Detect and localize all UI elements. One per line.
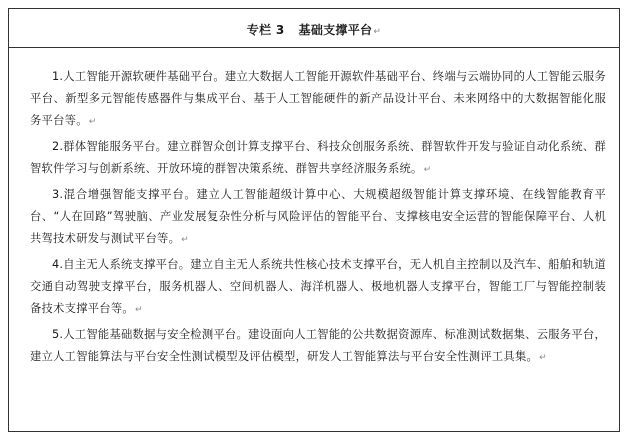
paragraph-mark-icon: ↵	[88, 117, 97, 127]
box-title	[8, 22, 620, 40]
paragraph-text: 5.人工智能基础数据与安全检测平台。建设面向人工智能的公共数据资源库、标准测试数据集、云服务平台，建立人工智能算法与平台安全性测试模型及评估模型，研发人工智能算法与平台安全性测评工具集。	[30, 328, 606, 363]
document-page	[8, 8, 620, 432]
paragraph-5	[30, 324, 606, 369]
paragraph-mark-icon: ↵	[539, 353, 547, 363]
paragraph-mark-icon: ↵	[423, 165, 432, 175]
paragraph-mark-icon: ↵	[134, 305, 143, 315]
paragraph-3	[30, 184, 606, 251]
paragraph-text: 1.人工智能开源软硬件基础平台。建立大数据人工智能开源软件基础平台、终端与云端协同的人工智能云服务平台、新型多元智能传感器件与集成平台、基于人工智能硬件的新产品设计平台、未来网络中的大数据智能化服务平台等。	[30, 70, 606, 127]
paragraph-1	[30, 66, 606, 133]
box-content	[30, 66, 606, 372]
paragraph-mark-icon: ↵	[373, 27, 382, 37]
title-divider	[8, 47, 620, 48]
paragraph-text: 4.自主无人系统支撑平台。建立自主无人系统共性核心技术支撑平台，无人机自主控制以及汽车、船舶和轨道交通自动驾驶支撑平台，服务机器人、空间机器人、海洋机器人、极地机器人支撑平台，智能工厂与智能控制装备技术支撑平台等。	[30, 258, 606, 315]
paragraph-mark-icon: ↵	[181, 235, 189, 245]
paragraph-2	[30, 136, 606, 181]
box-title-label: 专栏 3	[246, 23, 285, 37]
paragraph-text: 2.群体智能服务平台。建立群智众创计算支撑平台、科技众创服务系统、群智软件开发与验证自动化系统、群智软件学习与创新系统、开放环境的群智决策系统、群智共享经济服务系统。	[30, 140, 606, 175]
paragraph-text: 3.混合增强智能支撑平台。建立人工智能超级计算中心、大规模超级智能计算支撑环境、在线智能教育平台、“人在回路”驾驶脑、产业发展复杂性分析与风险评估的智能平台、支撑核电安全运营的智能保障平台、人机共驾技术研发与测试平台等。	[30, 188, 606, 245]
paragraph-4	[30, 254, 606, 321]
box-title-text: 基础支撑平台	[298, 23, 373, 37]
